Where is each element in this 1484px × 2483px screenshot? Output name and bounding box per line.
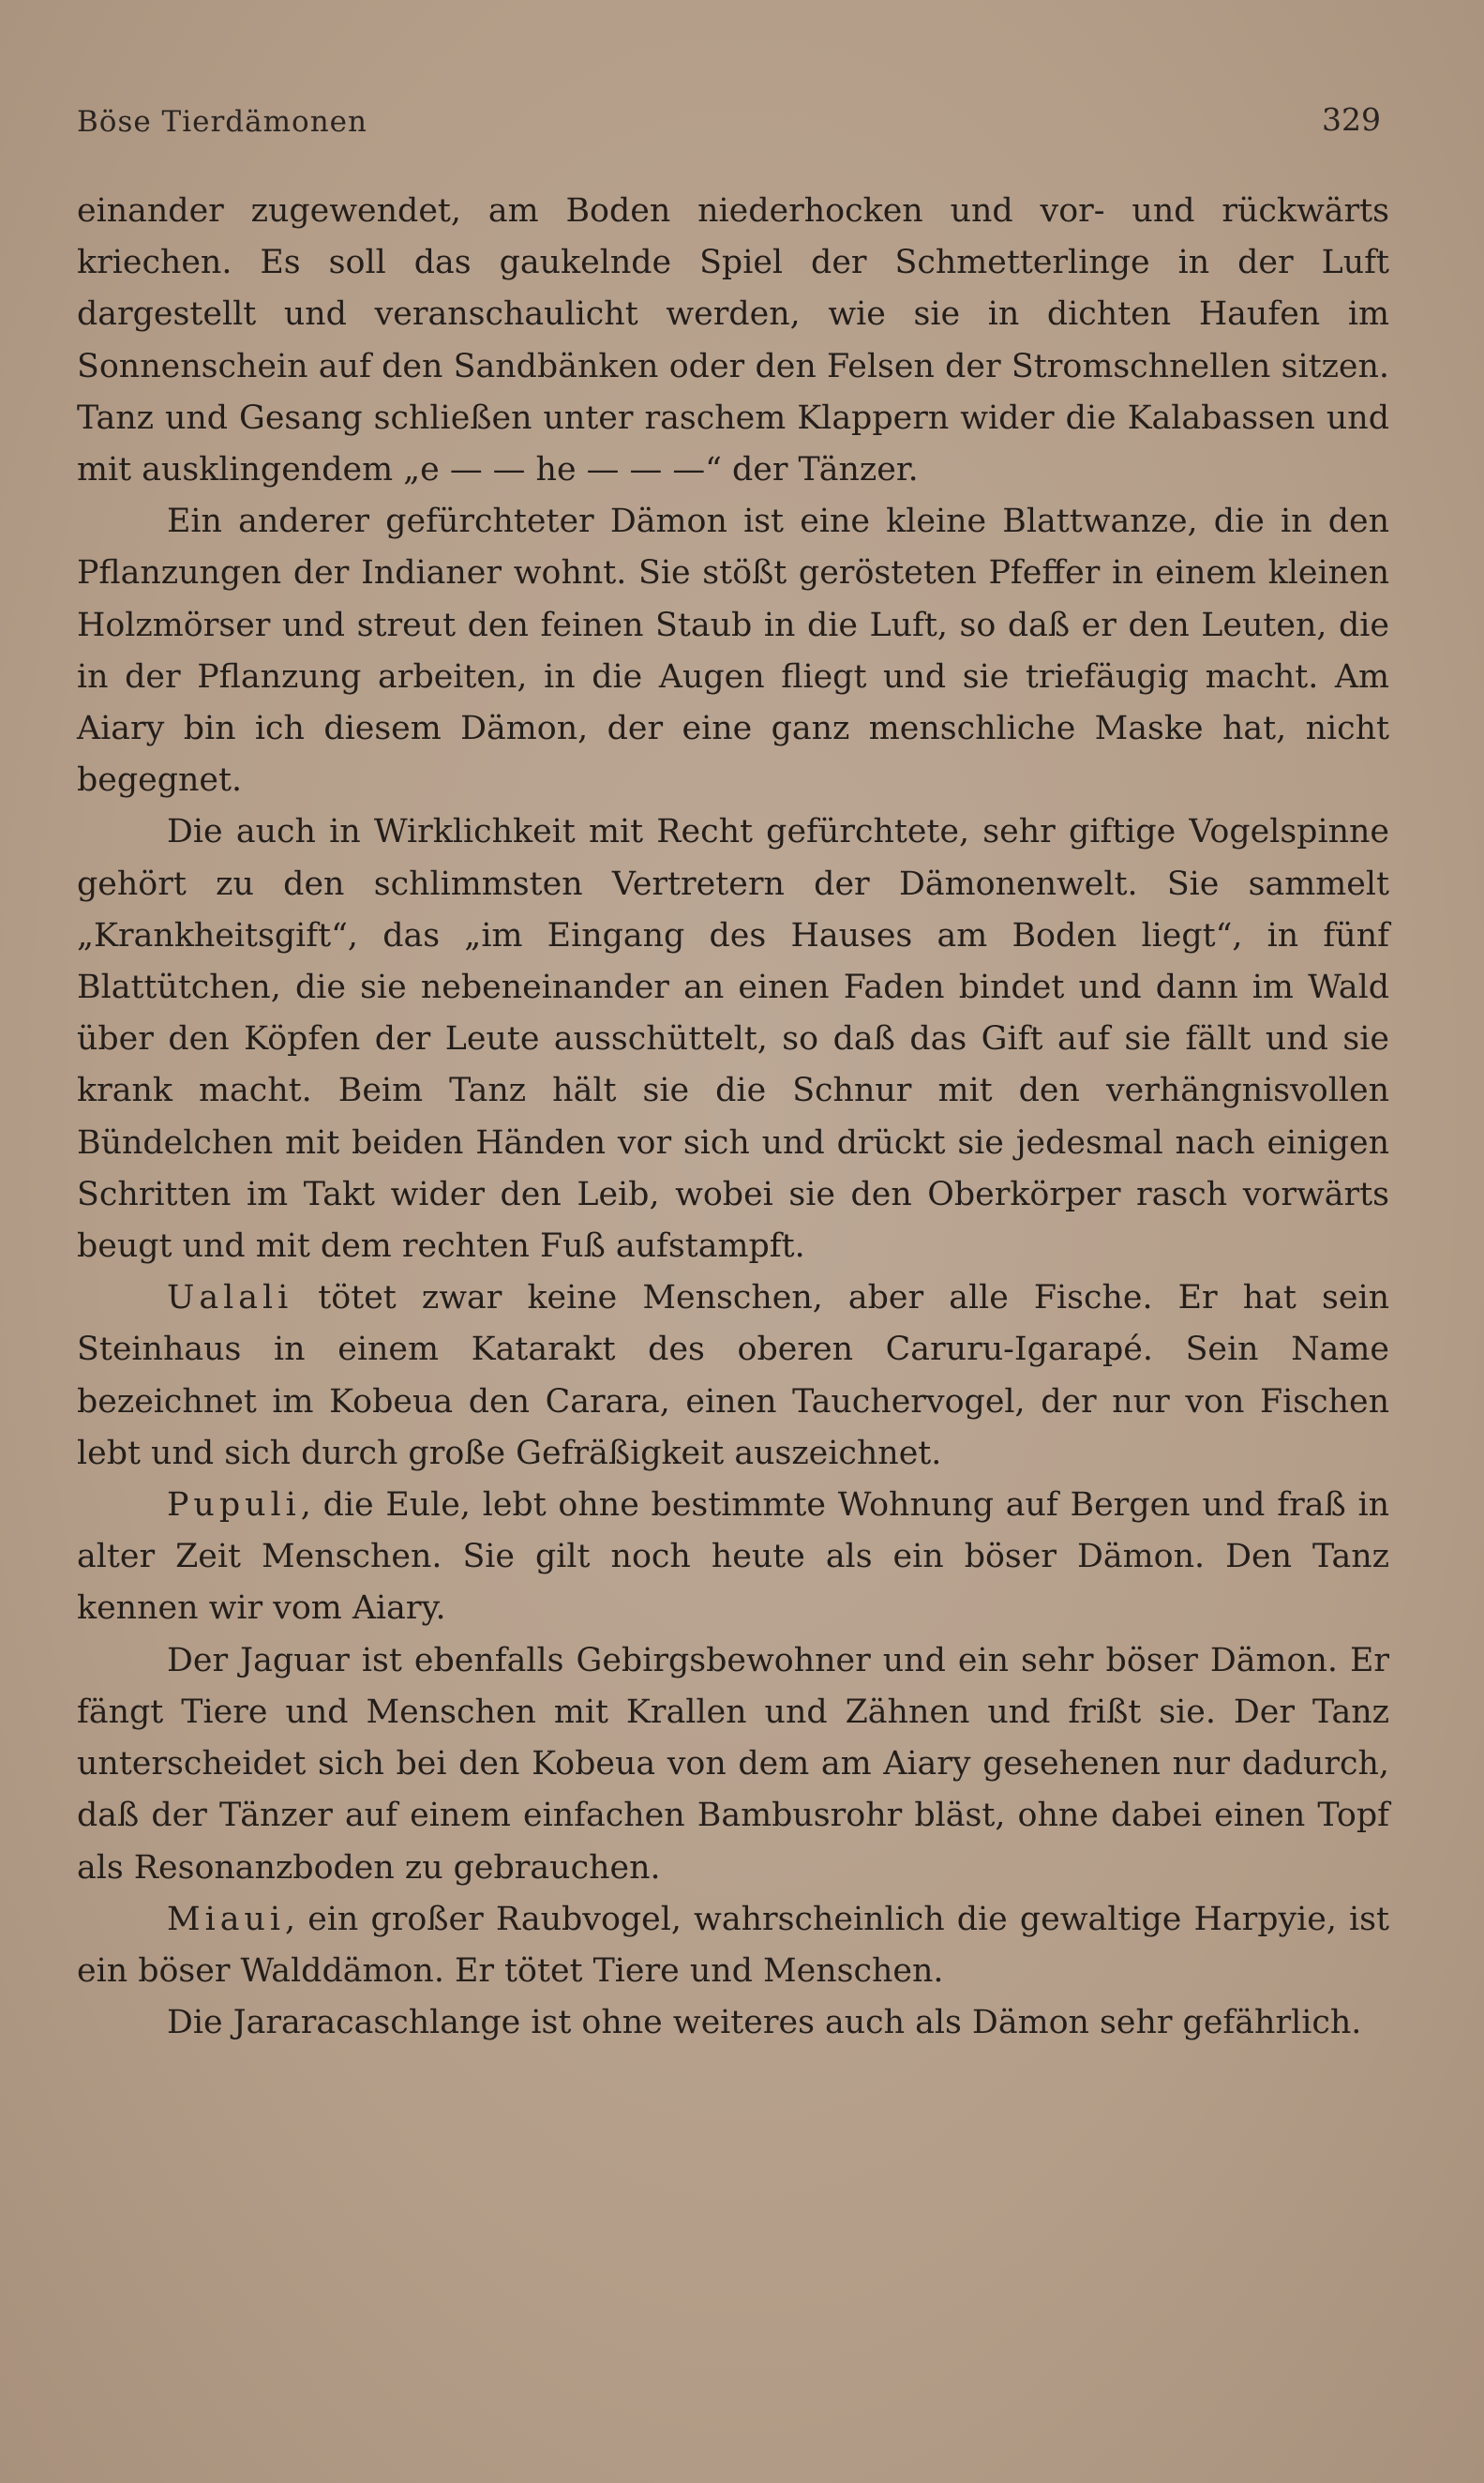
paragraph-4-text: tötet zwar keine Menschen, aber alle Fische. Er hat sein Steinhaus in einem Katarakt des oberen Caruru-Igarapé. Sein Name bezeichnet im Kobeua den Carara, einen Tauchervogel, der nur von Fischen lebt und sich durch große Gefräßigkeit auszeichnet.: [77, 1279, 1389, 1472]
running-title: Böse Tierdämonen: [77, 105, 367, 139]
paragraph-1-text: einander zugewendet, am Boden niederhocken und vor- und rückwärts kriechen. Es soll das gaukelnde Spiel der Schmetterlinge in der Luft dargestellt und veranschaulicht werden, wie sie in dichten Haufen im Sonnenschein auf den Sandbänken oder den Felsen der Stromschnellen sitzen. Tanz und Gesang schließen unter raschem Klappern wider die Kalabassen und mit ausklingendem „e — — he — — —“ der Tänzer.: [77, 192, 1389, 489]
paragraph-4: [77, 1272, 1389, 1480]
paragraph-4-lead: Ualali: [167, 1279, 293, 1317]
paragraph-2-text: Ein anderer gefürchteter Dämon ist eine kleine Blattwanze, die in den Pflanzungen der Indianer wohnt. Sie stößt gerösteten Pfeffer in einem kleinen Holzmörser und streut den feinen Staub in die Luft, so daß er den Leuten, die in der Pflanzung arbeiten, in die Augen fliegt und sie triefäugig macht. Am Aiary bin ich diesem Dämon, der eine ganz menschliche Maske hat, nicht begegnet.: [77, 503, 1389, 800]
paragraph-8: [77, 1997, 1389, 2049]
paragraph-7: [77, 1894, 1389, 1997]
paragraph-5: [77, 1480, 1389, 1635]
paragraph-7-lead: Miaui: [167, 1900, 286, 1938]
paragraph-3-text: Die auch in Wirklichkeit mit Recht gefürchtete, sehr giftige Vogelspinne gehört zu den schlimmsten Vertretern der Dämonenwelt. Sie sammelt „Krankheitsgift“, das „im Eingang des Hauses am Boden liegt“, in fünf Blattütchen, die sie nebeneinander an einen Faden bindet und dann im Wald über den Köpfen der Leute ausschüttelt, so daß das Gift auf sie fällt und sie krank macht. Beim Tanz hält sie die Schnur mit den verhängnisvollen Bündelchen mit beiden Händen vor sich und drückt sie jedesmal nach einigen Schritten im Takt wider den Leib, wobei sie den Oberkörper rasch vorwärts beugt und mit dem rechten Fuß aufstampft.: [77, 813, 1389, 1266]
paragraph-6: [77, 1635, 1389, 1894]
paragraph-8-text: Die Jararacaschlange ist ohne weiteres auch als Dämon sehr gefährlich.: [167, 2004, 1362, 2042]
paragraph-3: [77, 806, 1389, 1272]
paragraph-1: [77, 186, 1389, 496]
body-text: [77, 186, 1389, 2049]
running-head: [77, 101, 1381, 143]
page-number: 329: [1322, 101, 1381, 138]
paragraph-7-text: , ein großer Raubvogel, wahrscheinlich die gewaltige Harpyie, ist ein böser Walddämon. Er tötet Tiere und Menschen.: [77, 1900, 1389, 1990]
paragraph-5-lead: Pupuli: [167, 1486, 301, 1525]
paragraph-2: [77, 496, 1389, 806]
paragraph-6-text: Der Jaguar ist ebenfalls Gebirgsbewohner und ein sehr böser Dämon. Er fängt Tiere und Menschen mit Krallen und Zähnen und frißt sie. Der Tanz unterscheidet sich bei den Kobeua von dem am Aiary gesehenen nur dadurch, daß der Tänzer auf einem einfachen Bambusrohr bläst, ohne dabei einen Topf als Resonanzboden zu gebrauchen.: [77, 1641, 1389, 1887]
paragraph-5-text: , die Eule, lebt ohne bestimmte Wohnung auf Bergen und fraß in alter Zeit Menschen. Sie gilt noch heute als ein böser Dämon. Den Tanz kennen wir vom Aiary.: [77, 1486, 1389, 1628]
